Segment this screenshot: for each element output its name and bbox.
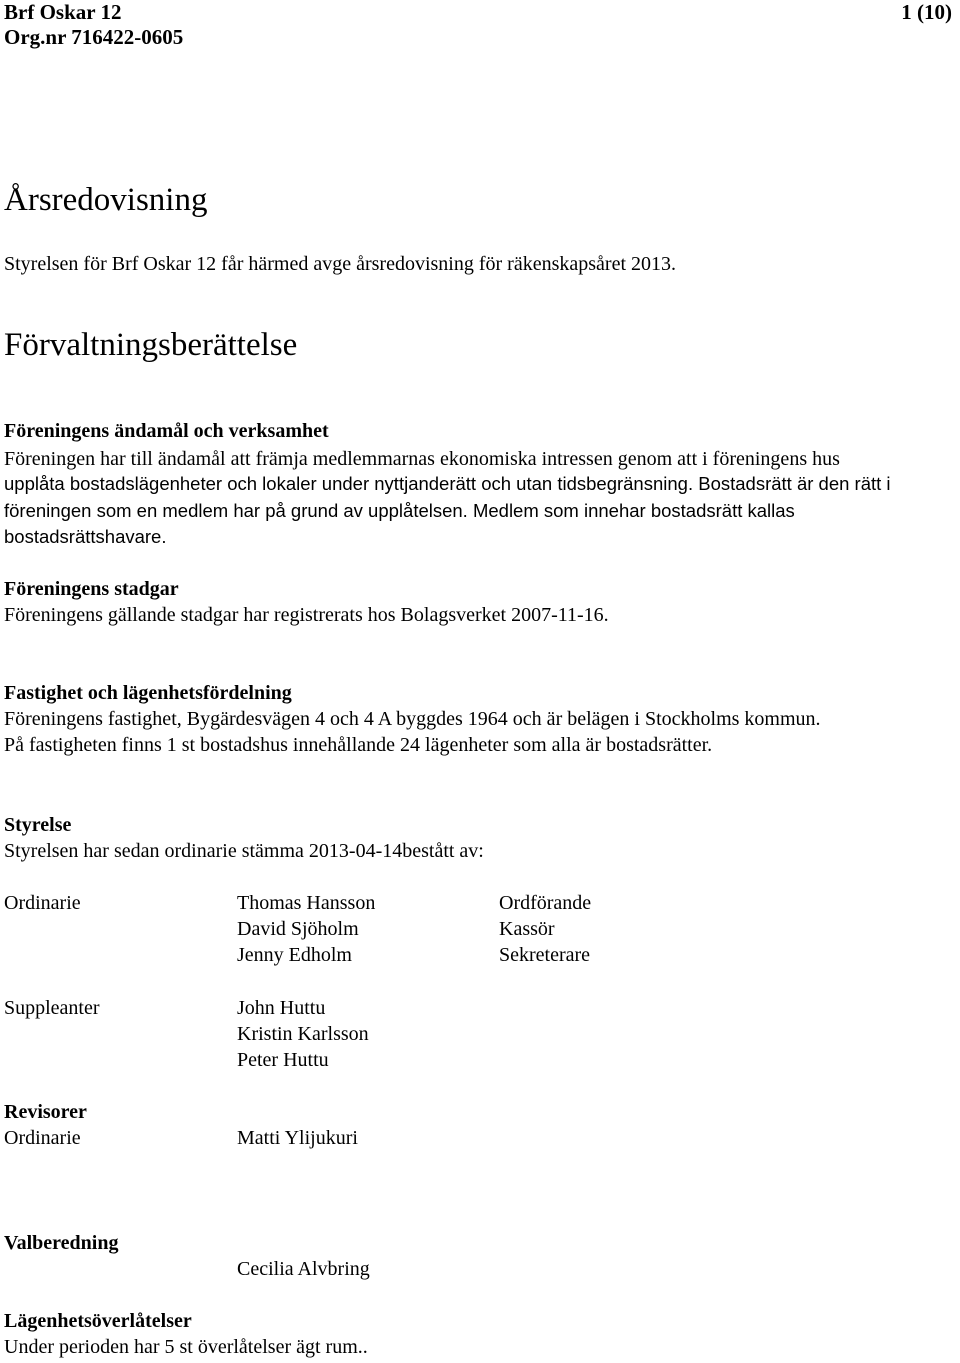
board-member-role: Ordförande [499,892,592,914]
board-member-name: Thomas Hansson [237,892,376,914]
auditors-ordinary-label: Ordinarie [4,1127,81,1149]
board-heading: Styrelse [4,814,72,836]
deputy-name: Kristin Karlsson [237,1023,369,1045]
board-ordinary-label: Ordinarie [4,892,81,914]
org-number: Org.nr 716422-0605 [4,25,184,49]
transfers-text: Under perioden har 5 st överlåtelser ägt rum.. [4,1336,368,1358]
transfers-heading: Lägenhetsöverlåtelser [4,1310,192,1332]
document-title: Årsredovisning [4,182,208,218]
deputies-label: Suppleanter [4,997,100,1019]
property-text-line2: På fastigheten finns 1 st bostadshus innehållande 24 lägenheter som alla är bostadsrätter. [4,734,713,756]
statutes-text: Föreningens gällande stadgar har registrerats hos Bolagsverket 2007-11-16. [4,604,609,626]
nomination-heading: Valberedning [4,1232,119,1254]
board-member-name: David Sjöholm [237,918,359,940]
auditor-name: Matti Ylijukuri [237,1127,358,1149]
intro-text: Styrelsen för Brf Oskar 12 får härmed avge årsredovisning för räkenskapsåret 2013. [4,253,677,275]
deputy-name: Peter Huttu [237,1049,329,1071]
board-member-role: Kassör [499,918,555,940]
purpose-heading: Föreningens ändamål och verksamhet [4,420,329,442]
nomination-name: Cecilia Alvbring [237,1258,370,1280]
board-intro: Styrelsen har sedan ordinarie stämma 2013-04-14bestått av: [4,840,484,862]
company-name: Brf Oskar 12 [4,0,122,24]
purpose-text-line1: Föreningen har till ändamål att främja medlemmarnas ekonomiska intressen genom att i föreningens hus [4,448,840,470]
property-text-line1: Föreningens fastighet, Bygärdesvägen 4 och 4 A byggdes 1964 och är belägen i Stockholms kommun. [4,708,821,730]
auditors-heading: Revisorer [4,1101,87,1123]
statutes-heading: Föreningens stadgar [4,578,179,600]
section-title: Förvaltningsberättelse [4,327,298,363]
purpose-text-rest: upplåta bostadslägenheter och lokaler under nyttjanderätt och utan tidsbegränsning. Bostadsrätt är den rätt i föreningen som en medlem har på grund av upplåtelsen. Medlem som innehar bostadsrätt kallas bostadsrättshavare. [4,473,891,547]
board-member-name: Jenny Edholm [237,944,352,966]
board-member-role: Sekreterare [499,944,591,966]
page-number: 1 (10) [901,0,952,24]
deputy-name: John Huttu [237,997,326,1019]
property-heading: Fastighet och lägenhetsfördelning [4,682,292,704]
